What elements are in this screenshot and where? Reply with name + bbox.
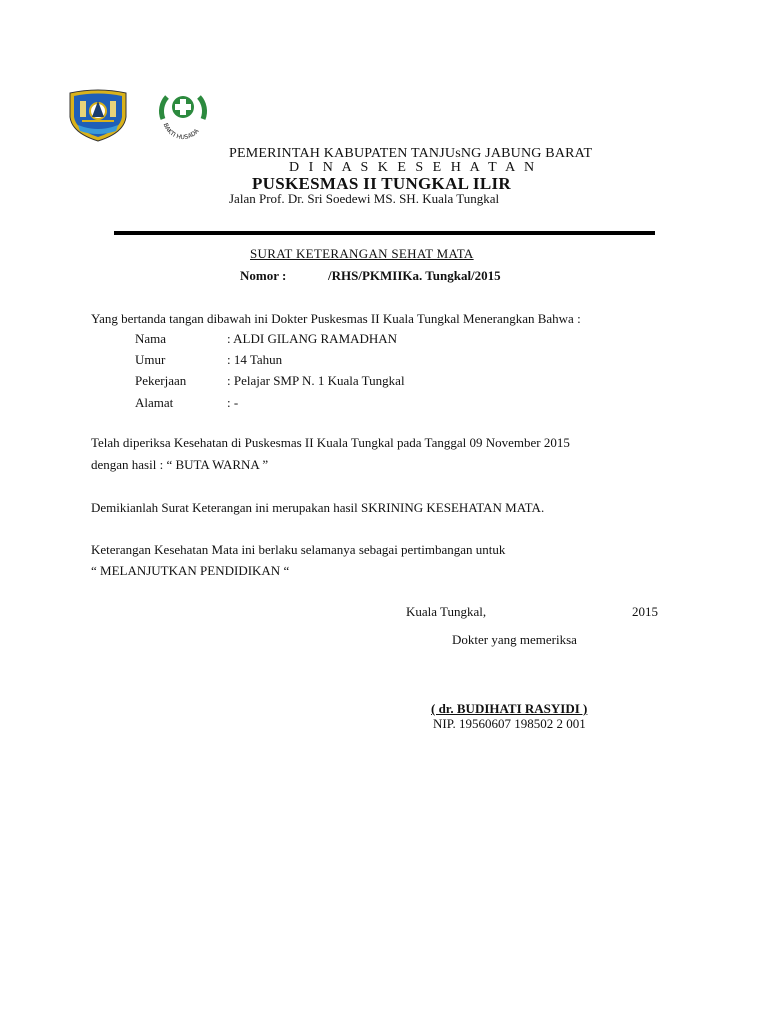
field-value-pekerjaan: : Pelajar SMP N. 1 Kuala Tungkal [227,373,405,388]
regency-emblem-logo [66,87,130,143]
letter-number-label: Nomor : [240,268,287,283]
field-label-alamat: Alamat [135,395,174,410]
field-label-nama: Nama [135,331,167,346]
field-value-umur: : 14 Tahun [227,352,283,367]
exam-result: dengan hasil : “ BUTA WARNA ” [91,457,269,472]
header-government-line: PEMERINTAH KABUPATEN TANJUsNG JABUNG BARAT [229,146,593,161]
field-label-umur: Umur [135,352,166,367]
header-address: Jalan Prof. Dr. Sri Soedewi MS. SH. Kuala Tungkal [229,191,500,206]
header-puskesmas-name: PUSKESMAS II TUNGKAL ILIR [252,174,511,193]
header-department-line: D I N A S K E S E H A T A N [289,160,538,175]
validity-paragraph: Keterangan Kesehatan Mata ini berlaku selamanya sebagai pertimbangan untuk [91,542,506,557]
field-label-pekerjaan: Pekerjaan [135,373,187,388]
field-value-nama: : ALDI GILANG RAMADHAN [227,331,398,346]
doctor-nip: NIP. 19560607 198502 2 001 [433,716,586,731]
exam-paragraph: Telah diperiksa Kesehatan di Puskesmas II Kuala Tungkal pada Tanggal 09 November 2015 [91,435,570,450]
field-value-alamat: : - [227,395,239,410]
purpose-text: “ MELANJUTKAN PENDIDIKAN “ [91,563,290,578]
doctor-name: ( dr. BUDIHATI RASYIDI ) [431,701,588,716]
signature-year: 2015 [632,604,658,619]
signature-role: Dokter yang memeriksa [452,632,577,647]
bakti-husada-arc-text: BAKTI HUSADA [161,122,201,142]
letter-number-value: /RHS/PKMIIKa. Tungkal/2015 [328,268,501,283]
closing-paragraph: Demikianlah Surat Keterangan ini merupakan hasil SKRINING KESEHATAN MATA. [91,500,545,515]
header-divider [114,231,655,235]
letter-title: SURAT KETERANGAN SEHAT MATA [250,246,474,261]
bakti-husada-logo [153,85,213,145]
intro-paragraph: Yang bertanda tangan dibawah ini Dokter Puskesmas II Kuala Tungkal Menerangkan Bahwa : [91,311,581,326]
signature-place: Kuala Tungkal, [406,604,487,619]
